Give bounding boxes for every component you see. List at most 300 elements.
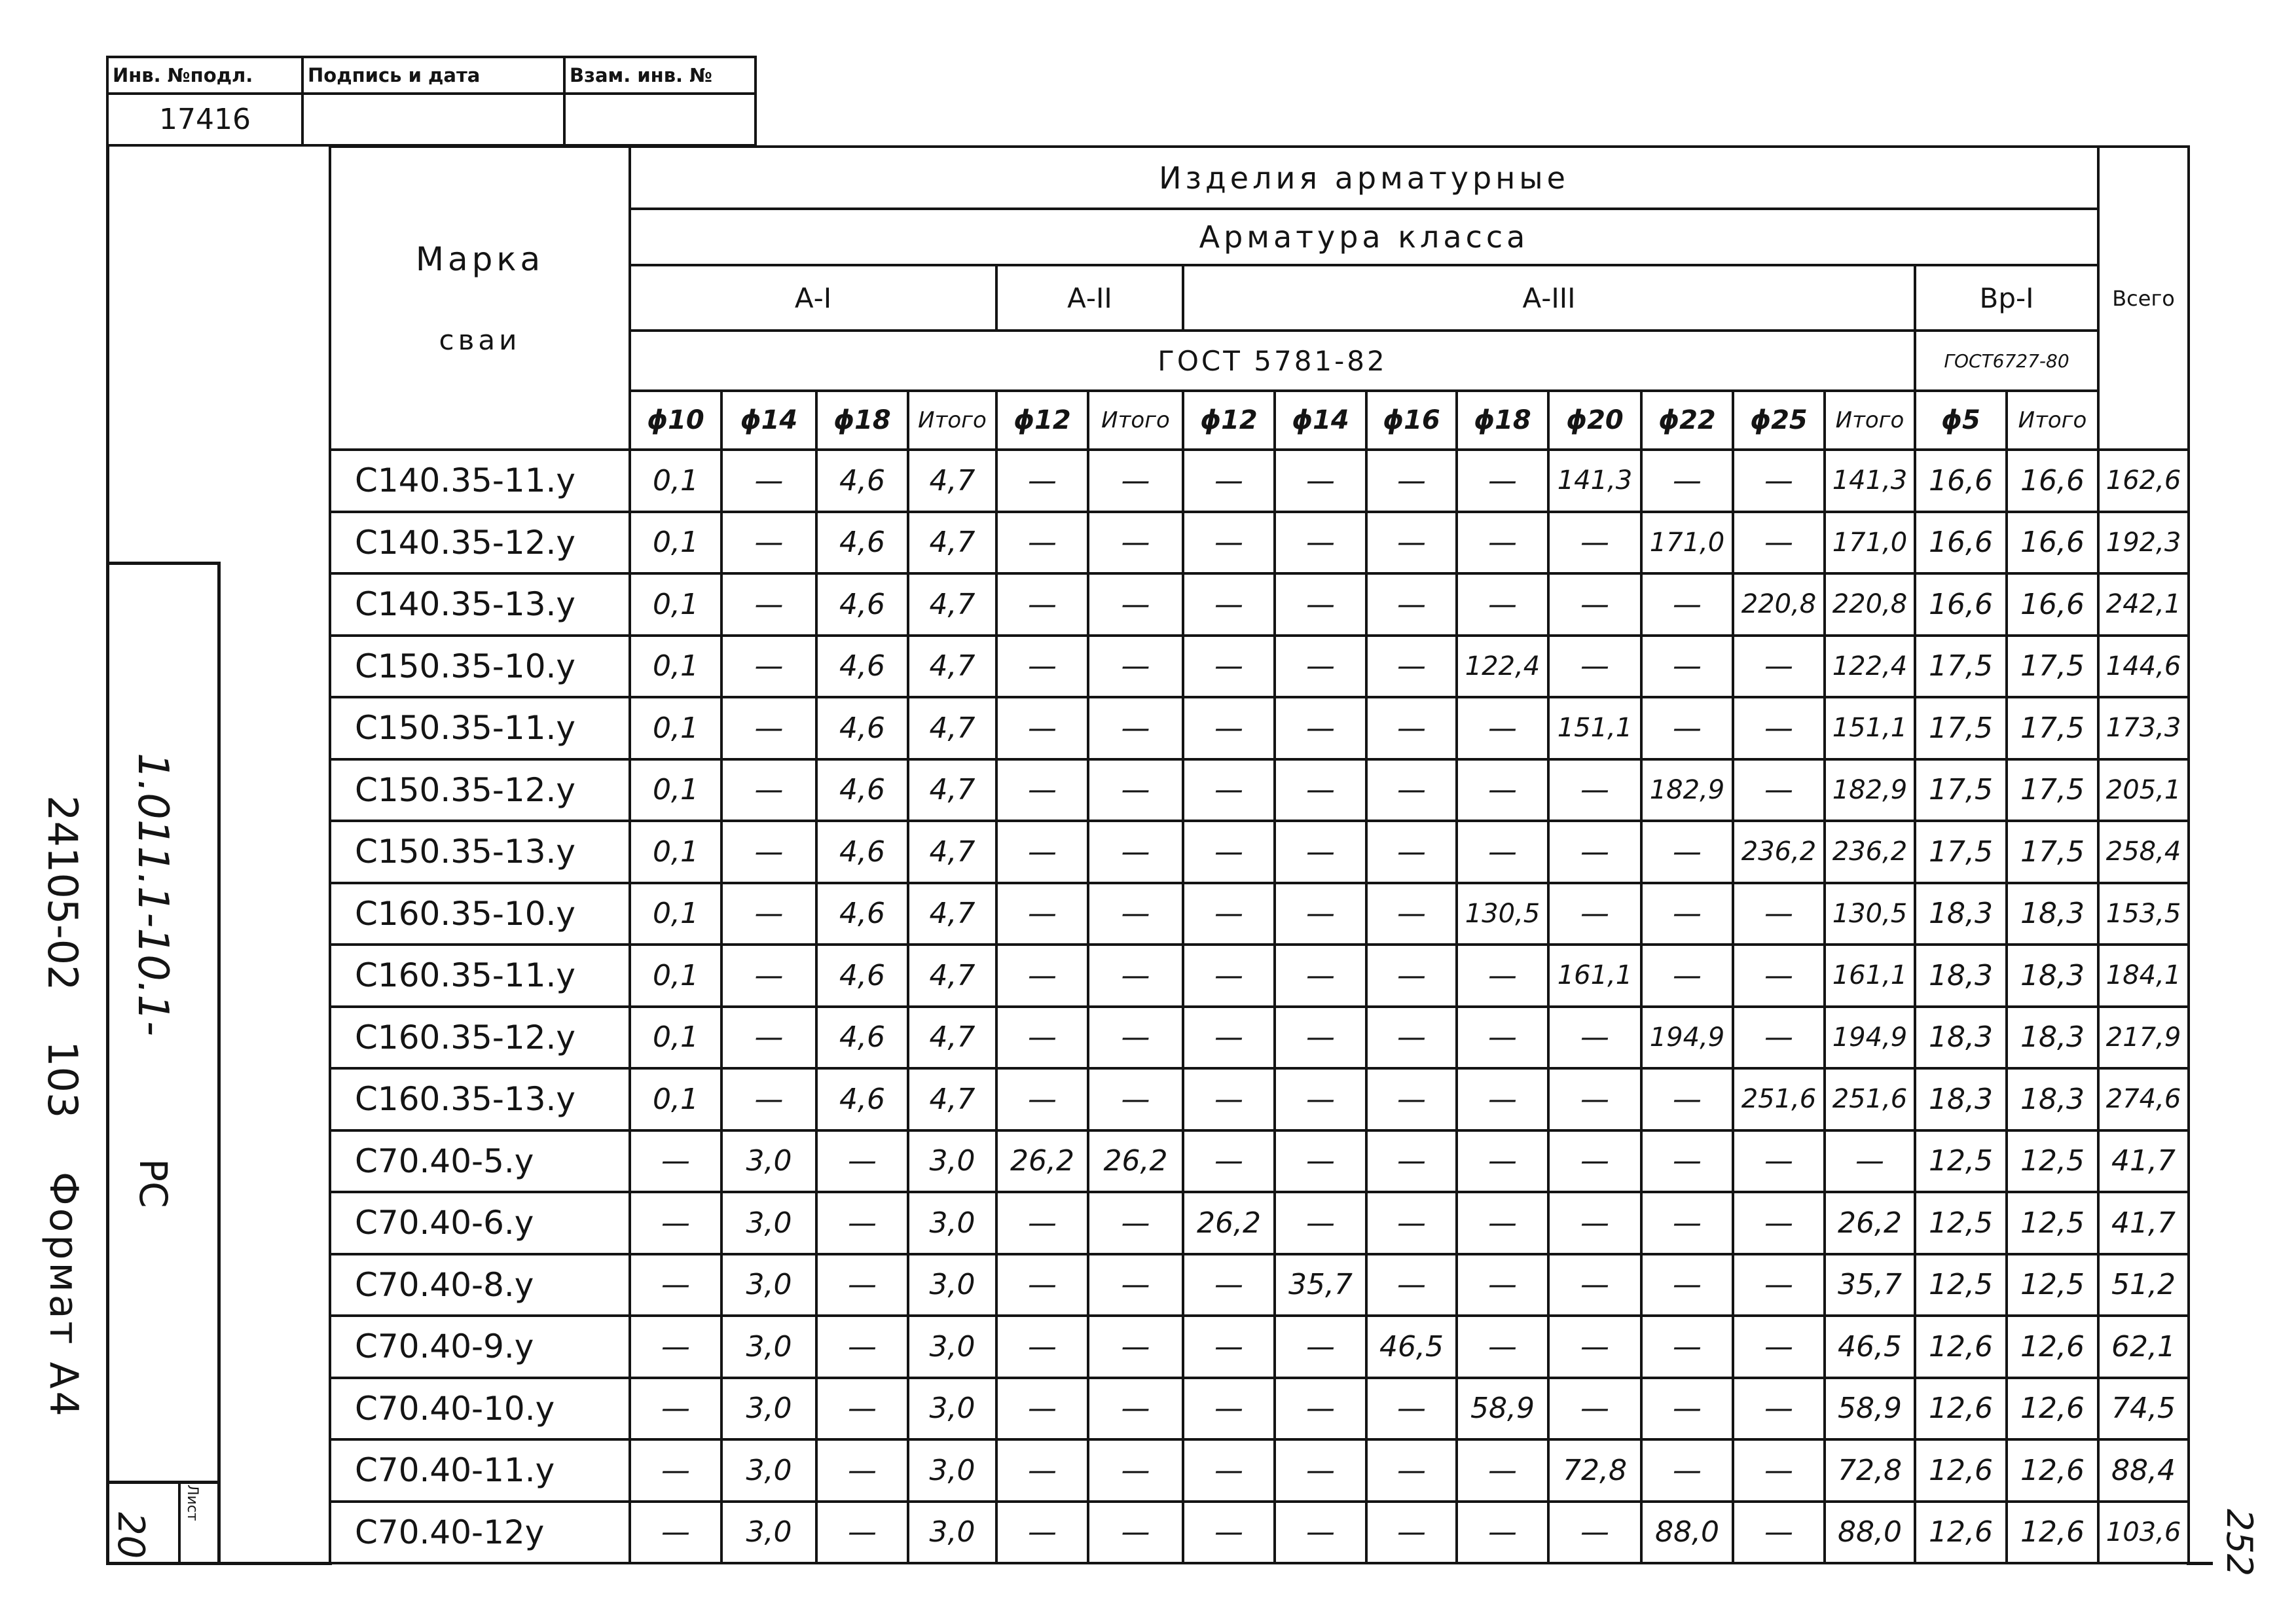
table-cell: 4,7 (908, 945, 996, 1007)
table-cell: — (996, 1007, 1088, 1069)
table-cell: — (721, 883, 816, 945)
table-cell: 236,2 (1825, 821, 1915, 883)
column-header: ϕ10 (630, 391, 721, 450)
table-cell: — (1275, 512, 1366, 574)
table-cell: 18,3 (2007, 945, 2098, 1007)
table-row (330, 1007, 2189, 1069)
table-cell: — (1088, 883, 1183, 945)
table-cell: 12,6 (1915, 1439, 2007, 1502)
table-cell: 88,0 (1641, 1502, 1733, 1564)
table-cell: — (1275, 1316, 1366, 1378)
row-total: 51,2 (2098, 1254, 2189, 1316)
table-row (330, 1254, 2189, 1316)
table-cell: — (1183, 945, 1275, 1007)
pile-mark: С140.35-12.у (330, 512, 630, 574)
table-cell: — (1183, 883, 1275, 945)
table-cell: — (816, 1316, 908, 1378)
table-cell: — (816, 1192, 908, 1254)
table-cell: 3,0 (908, 1316, 996, 1378)
table-cell: 72,8 (1825, 1439, 1915, 1502)
column-header: Итого (908, 391, 996, 450)
table-cell: — (1366, 1502, 1457, 1564)
table-row (330, 1378, 2189, 1440)
column-header: ϕ18 (1457, 391, 1548, 450)
table-cell: — (1548, 573, 1641, 636)
table-cell: — (1183, 1007, 1275, 1069)
table-cell: — (1733, 1316, 1825, 1378)
table-cell: — (1641, 450, 1733, 512)
table-cell: 141,3 (1825, 450, 1915, 512)
table-cell: 46,5 (1825, 1316, 1915, 1378)
row-total: 192,3 (2098, 512, 2189, 574)
column-header: ϕ22 (1641, 391, 1733, 450)
table-cell: — (1275, 636, 1366, 698)
table-cell: — (1088, 636, 1183, 698)
table-cell: 194,9 (1641, 1007, 1733, 1069)
table-cell: — (1457, 759, 1548, 821)
table-subtitle: Арматура класса (630, 209, 2098, 265)
table-cell: 3,0 (908, 1254, 996, 1316)
column-header: ϕ20 (1548, 391, 1641, 450)
table-cell: — (1457, 1316, 1548, 1378)
table-cell: 12,5 (2007, 1192, 2098, 1254)
table-cell: — (1733, 512, 1825, 574)
table-row (330, 821, 2189, 883)
table-cell: 17,5 (2007, 821, 2098, 883)
table-title: Изделия арматурные (630, 147, 2098, 209)
table-cell: 12,5 (1915, 1130, 2007, 1193)
table-cell: — (1457, 697, 1548, 759)
table-cell: 4,7 (908, 697, 996, 759)
table-cell: — (1088, 1007, 1183, 1069)
table-cell: 171,0 (1641, 512, 1733, 574)
table-cell: — (1641, 1378, 1733, 1440)
row-total: 41,7 (2098, 1192, 2189, 1254)
column-header: Итого (2007, 391, 2098, 450)
table-cell: 16,6 (1915, 573, 2007, 636)
table-cell: — (1733, 697, 1825, 759)
table-cell: — (1548, 636, 1641, 698)
table-cell: 0,1 (630, 1068, 721, 1130)
table-cell: 3,0 (721, 1192, 816, 1254)
table-cell: — (1641, 945, 1733, 1007)
table-cell: — (1366, 1254, 1457, 1316)
table-cell: 18,3 (2007, 1068, 2098, 1130)
table-row (330, 759, 2189, 821)
table-cell: — (721, 636, 816, 698)
stamp-header-replace: Взам. инв. № (564, 57, 756, 94)
table-cell: — (996, 1378, 1088, 1440)
table-cell: — (1733, 1192, 1825, 1254)
class-a1-header: А-I (630, 265, 996, 331)
table-cell: 4,7 (908, 1007, 996, 1069)
table-cell: — (1088, 821, 1183, 883)
table-cell: — (630, 1378, 721, 1440)
table-cell: 251,6 (1733, 1068, 1825, 1130)
table-cell: — (1275, 945, 1366, 1007)
table-cell: 4,6 (816, 1007, 908, 1069)
pile-mark: С70.40-10.у (330, 1378, 630, 1440)
table-cell: 130,5 (1825, 883, 1915, 945)
table-row (330, 883, 2189, 945)
sheet-number: 20 (109, 1512, 152, 1559)
table-cell: — (1088, 512, 1183, 574)
table-cell: — (1183, 450, 1275, 512)
table-cell: — (1825, 1130, 1915, 1193)
column-header: Итого (1088, 391, 1183, 450)
table-cell: — (1366, 1192, 1457, 1254)
class-bp1-header: Вр-I (1915, 265, 2098, 331)
row-total: 74,5 (2098, 1378, 2189, 1440)
table-cell: — (1457, 821, 1548, 883)
table-cell: 12,5 (2007, 1130, 2098, 1193)
pile-mark: С160.35-13.у (330, 1068, 630, 1130)
table-cell: 4,7 (908, 883, 996, 945)
column-header: ϕ5 (1915, 391, 2007, 450)
table-cell: 35,7 (1275, 1254, 1366, 1316)
table-cell: — (1366, 697, 1457, 759)
table-cell: — (630, 1130, 721, 1193)
table-cell: 4,6 (816, 450, 908, 512)
table-cell: 18,3 (1915, 1007, 2007, 1069)
table-cell: — (1088, 1068, 1183, 1130)
doc-section-rc: РС (131, 1159, 175, 1208)
table-cell: — (1183, 1316, 1275, 1378)
table-row (330, 512, 2189, 574)
table-cell: 4,7 (908, 821, 996, 883)
stamp-value-signature (302, 94, 564, 145)
table-cell: — (1183, 821, 1275, 883)
column-header: ϕ14 (721, 391, 816, 450)
table-cell: 17,5 (2007, 636, 2098, 698)
table-cell: 4,7 (908, 573, 996, 636)
table-cell: — (1641, 1068, 1733, 1130)
table-cell: 4,7 (908, 450, 996, 512)
table-cell: — (1457, 1007, 1548, 1069)
table-cell: 236,2 (1733, 821, 1825, 883)
table-cell: — (721, 1068, 816, 1130)
table-cell: 220,8 (1733, 573, 1825, 636)
pile-mark: С70.40-5.у (330, 1130, 630, 1193)
table-cell: — (1733, 1502, 1825, 1564)
table-cell: 72,8 (1548, 1439, 1641, 1502)
table-cell: 4,7 (908, 512, 996, 574)
table-cell: — (1275, 573, 1366, 636)
doc-code-number: 24105-02 (39, 795, 86, 991)
table-cell: — (1183, 1502, 1275, 1564)
gost-6727-header: ГОСТ6727-80 (1915, 331, 2098, 391)
sheet-box-top (106, 1481, 219, 1484)
table-cell: — (1366, 450, 1457, 512)
table-cell: — (1548, 512, 1641, 574)
table-cell: — (816, 1502, 908, 1564)
row-total: 184,1 (2098, 945, 2189, 1007)
pile-mark: С150.35-11.у (330, 697, 630, 759)
frame-bottom-line (106, 1562, 332, 1565)
table-cell: 18,3 (2007, 1007, 2098, 1069)
table-cell: — (1548, 821, 1641, 883)
table-cell: — (1641, 573, 1733, 636)
table-cell: — (1183, 1439, 1275, 1502)
table-cell: 4,6 (816, 573, 908, 636)
table-cell: — (1275, 759, 1366, 821)
table-row (330, 697, 2189, 759)
table-cell: 4,6 (816, 945, 908, 1007)
table-cell: — (996, 821, 1088, 883)
table-cell: 17,5 (1915, 759, 2007, 821)
table-cell: 122,4 (1825, 636, 1915, 698)
table-cell: 16,6 (2007, 450, 2098, 512)
table-cell: — (1275, 1192, 1366, 1254)
table-cell: 3,0 (908, 1439, 996, 1502)
table-cell: 4,6 (816, 759, 908, 821)
table-cell: — (996, 945, 1088, 1007)
table-cell: 0,1 (630, 1007, 721, 1069)
table-row (330, 636, 2189, 698)
table-cell: — (816, 1439, 908, 1502)
table-cell: 0,1 (630, 945, 721, 1007)
doc-code-sheet: 103 (39, 1041, 86, 1119)
table-cell: — (1088, 1316, 1183, 1378)
table-row (330, 1439, 2189, 1502)
table-cell: 17,5 (1915, 697, 2007, 759)
pile-mark: С160.35-12.у (330, 1007, 630, 1069)
table-cell: — (1457, 1192, 1548, 1254)
table-cell: 130,5 (1457, 883, 1548, 945)
column-header: ϕ12 (1183, 391, 1275, 450)
table-cell: — (721, 1007, 816, 1069)
table-cell: — (1366, 759, 1457, 821)
mark-header-line1: Марка (415, 240, 545, 278)
row-total: 144,6 (2098, 636, 2189, 698)
table-cell: 58,9 (1457, 1378, 1548, 1440)
table-row (330, 1316, 2189, 1378)
table-cell: — (1366, 1439, 1457, 1502)
table-cell: — (1275, 1502, 1366, 1564)
table-cell: — (1548, 1316, 1641, 1378)
table-cell: 12,6 (2007, 1439, 2098, 1502)
reinforcement-table (329, 145, 2190, 1564)
table-cell: — (1733, 945, 1825, 1007)
table-cell: 0,1 (630, 512, 721, 574)
table-cell: — (1457, 512, 1548, 574)
table-cell: 182,9 (1825, 759, 1915, 821)
table-cell: — (1183, 512, 1275, 574)
table-cell: — (1088, 759, 1183, 821)
table-cell: — (816, 1254, 908, 1316)
table-cell: 182,9 (1641, 759, 1733, 821)
table-cell: — (1366, 945, 1457, 1007)
table-cell: — (1088, 450, 1183, 512)
table-cell: 171,0 (1825, 512, 1915, 574)
table-cell: — (1548, 883, 1641, 945)
table-cell: — (1548, 1068, 1641, 1130)
table-cell: 17,5 (2007, 697, 2098, 759)
table-cell: — (1088, 1439, 1183, 1502)
table-cell: — (630, 1192, 721, 1254)
table-cell: 35,7 (1825, 1254, 1915, 1316)
table-cell: — (996, 450, 1088, 512)
table-cell: — (1183, 573, 1275, 636)
table-cell: 18,3 (1915, 1068, 2007, 1130)
table-cell: 0,1 (630, 883, 721, 945)
pile-mark: С160.35-10.у (330, 883, 630, 945)
approval-stamp (106, 56, 757, 147)
table-cell: — (1457, 945, 1548, 1007)
table-cell: — (1457, 1439, 1548, 1502)
table-cell: — (1548, 1378, 1641, 1440)
table-cell: 46,5 (1366, 1316, 1457, 1378)
row-total: 162,6 (2098, 450, 2189, 512)
sheet-label: Лист (184, 1485, 200, 1521)
table-cell: 3,0 (908, 1192, 996, 1254)
table-cell: — (1641, 821, 1733, 883)
table-cell: 0,1 (630, 759, 721, 821)
table-cell: 18,3 (2007, 883, 2098, 945)
table-cell: — (721, 945, 816, 1007)
table-row (330, 1502, 2189, 1564)
row-total: 205,1 (2098, 759, 2189, 821)
table-cell: 122,4 (1457, 636, 1548, 698)
table-cell: — (996, 1316, 1088, 1378)
table-cell: 3,0 (908, 1378, 996, 1440)
table-cell: 12,5 (1915, 1192, 2007, 1254)
table-cell: — (1548, 1254, 1641, 1316)
row-total: 258,4 (2098, 821, 2189, 883)
table-cell: 16,6 (1915, 512, 2007, 574)
page-num-line (2187, 1562, 2213, 1565)
table-cell: 0,1 (630, 821, 721, 883)
table-cell: — (1733, 883, 1825, 945)
pile-mark: С150.35-12.у (330, 759, 630, 821)
mark-header-line2: сваи (439, 324, 521, 356)
table-row (330, 1068, 2189, 1130)
table-cell: — (996, 1068, 1088, 1130)
table-row (330, 1192, 2189, 1254)
table-cell: — (996, 512, 1088, 574)
pile-mark: С140.35-13.у (330, 573, 630, 636)
table-cell: — (1088, 573, 1183, 636)
table-cell: 12,6 (2007, 1502, 2098, 1564)
row-total: 274,6 (2098, 1068, 2189, 1130)
table-cell: 26,2 (1088, 1130, 1183, 1193)
row-total: 41,7 (2098, 1130, 2189, 1193)
table-cell: 4,7 (908, 759, 996, 821)
table-cell: — (1366, 1378, 1457, 1440)
table-cell: — (630, 1502, 721, 1564)
table-cell: — (1733, 1007, 1825, 1069)
table-cell: — (1548, 1192, 1641, 1254)
table-cell: — (996, 883, 1088, 945)
table-cell: — (1275, 1007, 1366, 1069)
table-cell: — (1366, 1130, 1457, 1193)
table-cell: — (1275, 1378, 1366, 1440)
table-cell: — (1366, 636, 1457, 698)
row-total: 62,1 (2098, 1316, 2189, 1378)
table-cell: — (996, 1192, 1088, 1254)
table-cell: 161,1 (1548, 945, 1641, 1007)
table-cell: — (996, 759, 1088, 821)
table-cell: 18,3 (1915, 945, 2007, 1007)
table-cell: 58,9 (1825, 1378, 1915, 1440)
table-row (330, 945, 2189, 1007)
table-cell: — (1366, 821, 1457, 883)
class-a3-header: А-III (1183, 265, 1915, 331)
table-cell: 17,5 (1915, 636, 2007, 698)
table-cell: 26,2 (1183, 1192, 1275, 1254)
table-cell: — (1275, 821, 1366, 883)
pile-mark: С70.40-9.у (330, 1316, 630, 1378)
table-cell: 26,2 (996, 1130, 1088, 1193)
table-cell: — (1548, 1502, 1641, 1564)
pile-mark: С150.35-10.у (330, 636, 630, 698)
table-cell: — (1733, 636, 1825, 698)
row-total: 217,9 (2098, 1007, 2189, 1069)
table-cell: — (1457, 1502, 1548, 1564)
table-cell: — (1275, 450, 1366, 512)
stamp-header-signature: Подпись и дата (302, 57, 564, 94)
table-cell: 3,0 (721, 1378, 816, 1440)
table-cell: — (996, 1439, 1088, 1502)
table-cell: 3,0 (721, 1254, 816, 1316)
column-header: Итого (1825, 391, 1915, 450)
table-cell: 4,6 (816, 512, 908, 574)
row-total: 103,6 (2098, 1502, 2189, 1564)
table-cell: — (1183, 1378, 1275, 1440)
table-cell: 3,0 (721, 1130, 816, 1193)
table-cell: — (996, 636, 1088, 698)
frame-shelf-line (106, 562, 219, 565)
table-cell: — (1641, 1316, 1733, 1378)
table-cell: — (1366, 883, 1457, 945)
table-cell: — (1641, 1439, 1733, 1502)
table-cell: 3,0 (908, 1502, 996, 1564)
total-header: Всего (2098, 147, 2189, 450)
table-cell: 17,5 (2007, 759, 2098, 821)
table-cell: 26,2 (1825, 1192, 1915, 1254)
table-cell: — (1366, 573, 1457, 636)
table-cell: — (721, 573, 816, 636)
table-cell: 12,6 (2007, 1316, 2098, 1378)
table-cell: 4,6 (816, 1068, 908, 1130)
table-cell: 12,5 (2007, 1254, 2098, 1316)
stamp-value-replace (564, 94, 756, 145)
table-cell: 12,6 (1915, 1378, 2007, 1440)
table-cell: — (1088, 1378, 1183, 1440)
table-cell: 220,8 (1825, 573, 1915, 636)
table-cell: — (630, 1316, 721, 1378)
table-cell: 0,1 (630, 450, 721, 512)
pile-mark: С70.40-8.у (330, 1254, 630, 1316)
table-cell: 88,0 (1825, 1502, 1915, 1564)
table-cell: — (996, 697, 1088, 759)
table-cell: 16,6 (2007, 573, 2098, 636)
table-cell: — (1366, 1007, 1457, 1069)
table-cell: — (1183, 697, 1275, 759)
table-cell: — (1088, 697, 1183, 759)
table-cell: — (1641, 697, 1733, 759)
pile-mark: С70.40-6.у (330, 1192, 630, 1254)
table-cell: — (1183, 1068, 1275, 1130)
table-cell: — (721, 450, 816, 512)
table-cell: 12,6 (1915, 1502, 2007, 1564)
table-cell: — (1457, 1254, 1548, 1316)
table-cell: 0,1 (630, 573, 721, 636)
table-cell: — (721, 821, 816, 883)
table-cell: — (1733, 1254, 1825, 1316)
doc-format: Формат А4 (41, 1172, 86, 1419)
table-cell: — (1183, 759, 1275, 821)
